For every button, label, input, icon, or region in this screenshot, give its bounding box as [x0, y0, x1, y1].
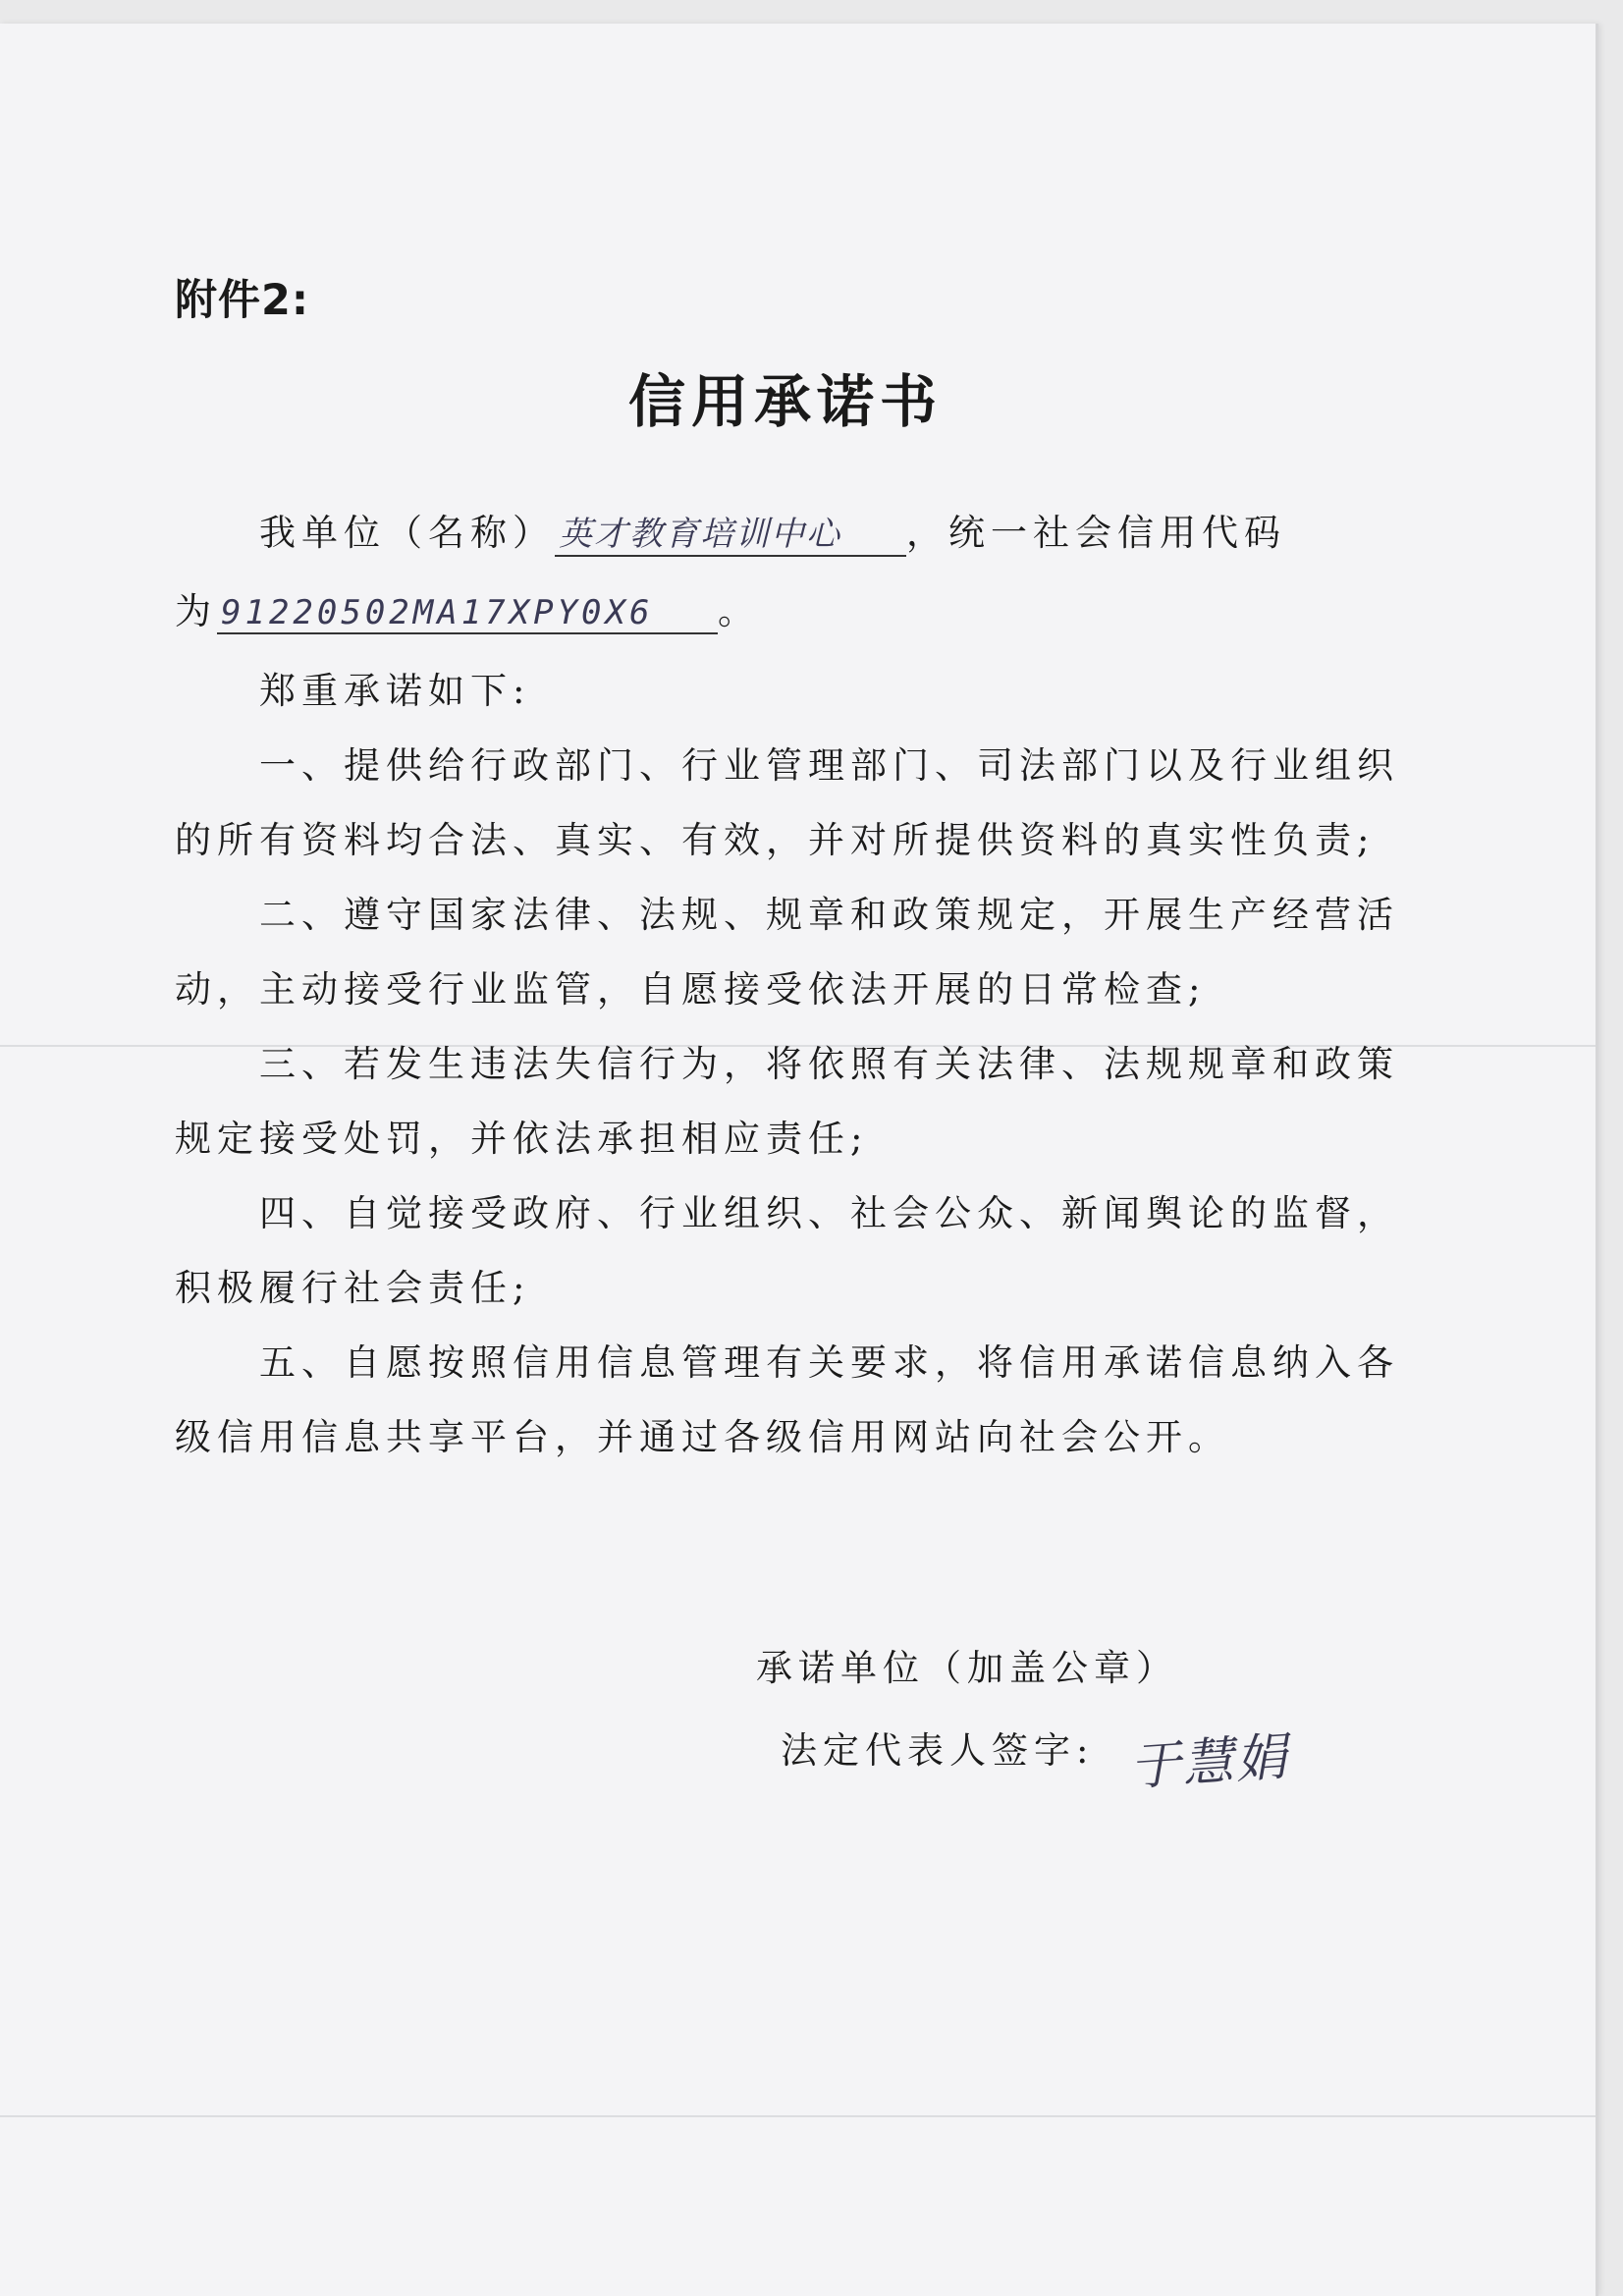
intro-end: 。: [718, 590, 760, 632]
intro-line-1: [259, 503, 1286, 557]
handwritten-org-name: 英才教育培训中心: [555, 507, 906, 557]
intro-middle: ，统一社会信用代码: [906, 512, 1286, 554]
pledge-line: 二、遵守国家法律、法规、规章和政策规定，开展生产经营活: [259, 894, 1399, 936]
pledge-line: 规定接受处罚，并依法承担相应责任;: [175, 1118, 869, 1160]
pledge-line: 动，主动接受行业监管，自愿接受依法开展的日常检查;: [175, 968, 1207, 1011]
pledge-line: 积极履行社会责任;: [175, 1267, 531, 1309]
handwritten-signature: 于慧娟: [1127, 1727, 1291, 1798]
attachment-label: 附件2:: [175, 276, 310, 325]
document-title: 信用承诺书: [627, 368, 943, 435]
pledge-lead: 郑重承诺如下:: [259, 670, 531, 712]
handwritten-credit-code: 91220502MA17XPY0X6: [217, 593, 718, 634]
pledge-line: 一、提供给行政部门、行业管理部门、司法部门以及行业组织: [259, 744, 1399, 787]
pledging-unit-label: 承诺单位（加盖公章）: [756, 1647, 1178, 1689]
code-prefix: 为: [175, 590, 217, 632]
pledge-line: 四、自觉接受政府、行业组织、社会公众、新闻舆论的监督，: [259, 1192, 1399, 1234]
pledge-line: 五、自愿按照信用信息管理有关要求，将信用承诺信息纳入各: [259, 1341, 1399, 1384]
pledge-line: 三、若发生违法失信行为，将依照有关法律、法规规章和政策: [259, 1043, 1399, 1085]
legal-rep-label: 法定代表人签字:: [781, 1729, 1095, 1772]
intro-line-2: [175, 581, 760, 634]
pledge-line: 级信用信息共享平台，并通过各级信用网站向社会公开。: [175, 1416, 1230, 1458]
intro-prefix: 我单位（名称）: [259, 512, 555, 554]
pledge-line: 的所有资料均合法、真实、有效，并对所提供资料的真实性负责;: [175, 819, 1376, 861]
